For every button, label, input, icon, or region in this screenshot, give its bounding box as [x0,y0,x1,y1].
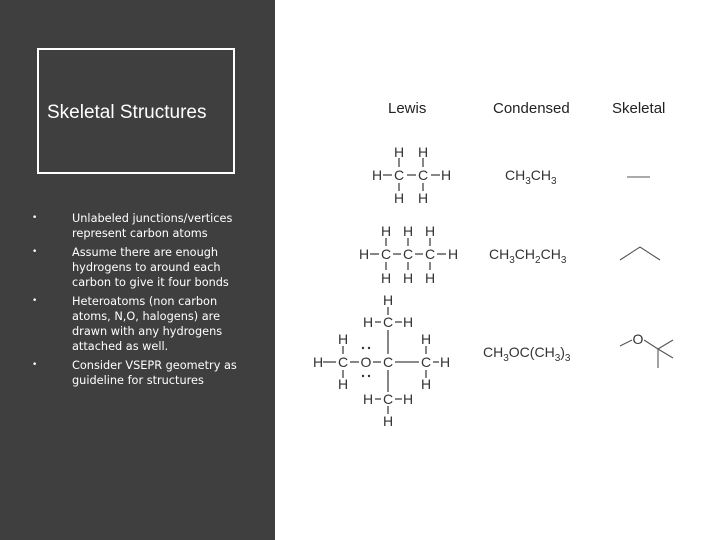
condensed-ethane: $CH_3CH_3$ [505,167,557,187]
atom-h: H [380,223,392,239]
atom-c: C [393,167,405,183]
title-box [37,48,235,174]
atom-h: H [424,270,436,286]
slide-title: Skeletal Structures [47,102,207,123]
bullet-text: Unlabeled junctions/vertices represent carbon atoms [72,212,233,240]
atom-h: H [402,223,414,239]
atom-c: C [424,246,436,262]
bullet-marker: • [32,213,38,223]
atom-h: H [393,190,405,206]
atom-h: H [402,314,414,330]
bullet-marker: • [32,360,38,370]
condensed-propane: $CH_3CH_2CH_3$ [489,246,567,266]
atom-c: C [402,246,414,262]
atom-h: H [358,246,370,262]
atom-h: H [362,314,374,330]
atom-h: H [402,270,414,286]
atom-h: H [402,391,414,407]
atom-h: H [417,144,429,160]
header-condensed: Condensed [493,100,570,117]
atom-h: H [362,391,374,407]
atom-h: H [312,354,324,370]
atom-h: H [382,292,394,308]
bullet-item [30,245,245,290]
left-panel [0,0,275,540]
structures-drawing [275,0,720,540]
atom-h: H [439,354,451,370]
atom-h: H [393,144,405,160]
bullet-marker: • [32,296,38,306]
bullet-text: Consider VSEPR geometry as guideline for structures [72,359,237,387]
header-lewis: Lewis [388,100,427,117]
bullet-item [30,211,245,241]
atom-h: H [420,331,432,347]
condensed-mtbe: $CH_3OC(CH_3)_3$ [483,344,571,364]
atom-h: H [447,246,459,262]
bullet-item [30,358,245,388]
atom-c: C [382,391,394,407]
atom-c: C [337,354,349,370]
atom-h: H [337,376,349,392]
atom-c: C [420,354,432,370]
atom-c: C [382,314,394,330]
atom-h: H [382,413,394,429]
atom-c: C [380,246,392,262]
bullet-text: Heteroatoms (non carbon atoms, N,O, halogens) are drawn with any hydrogens attached as well. [72,295,223,353]
bullet-item [30,294,245,354]
atom-h: H [380,270,392,286]
atom-c: C [417,167,429,183]
skeletal-mtbe [620,340,673,368]
bullet-text: Assume there are enough hydrogens to around each carbon to give it four bonds [72,246,229,289]
atom-h: H [417,190,429,206]
atom-h: H [371,167,383,183]
bullet-marker: • [32,247,38,257]
atom-h: H [420,376,432,392]
skeletal-oxygen: O [632,331,644,347]
header-skeletal: Skeletal [612,100,666,117]
atom-h: H [424,223,436,239]
bullet-list [30,211,245,392]
atom-c: C [382,354,394,370]
atom-h: H [440,167,452,183]
skeletal-propane [620,247,660,260]
atom-h: H [337,331,349,347]
atom-o: O [360,354,372,370]
structure-table [275,0,720,540]
